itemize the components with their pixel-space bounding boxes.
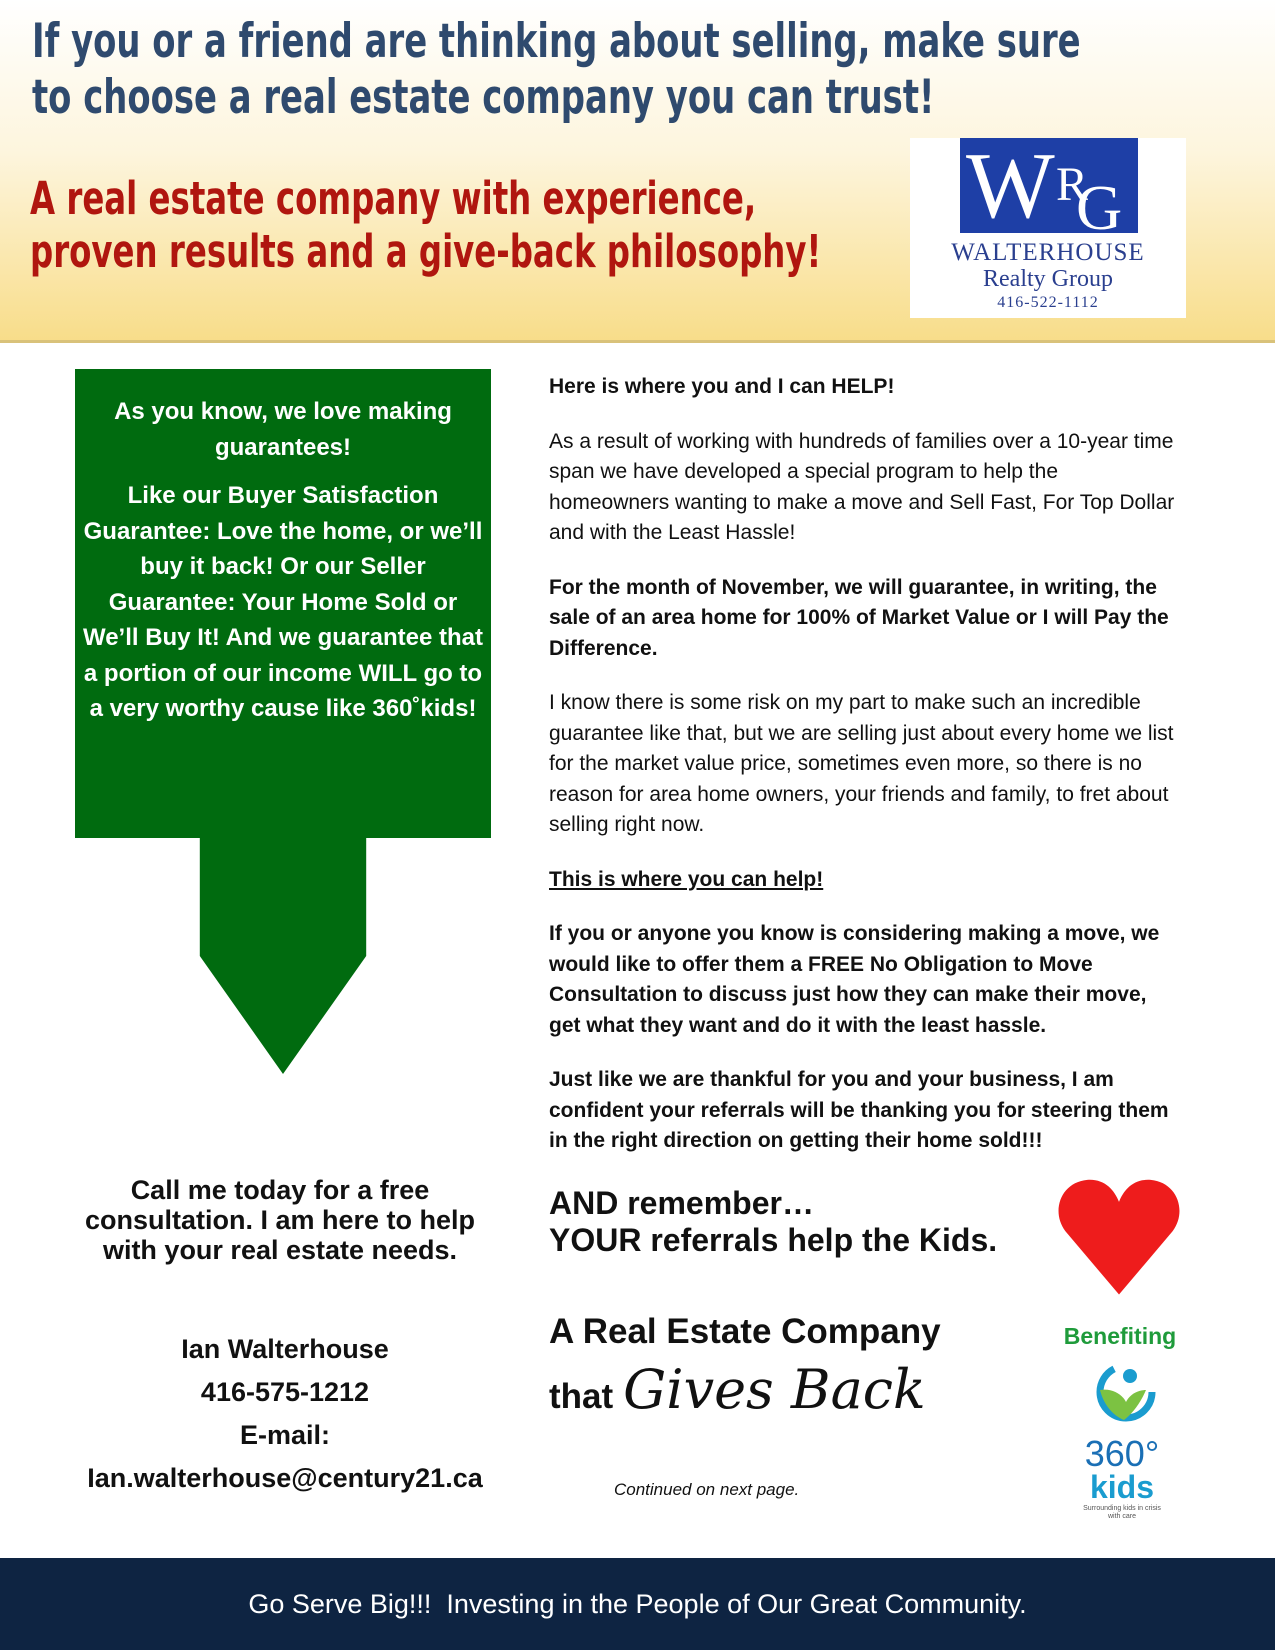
body-intro: Here is where you and I can HELP! <box>549 375 895 398</box>
logo-letter-g: G <box>1076 172 1123 243</box>
arrow-box-text <box>80 394 486 740</box>
logo-phone: 416-522-1112 <box>997 294 1099 311</box>
footer-text: Go Serve Big!!! Investing in the People of Our Great Community. <box>248 1589 1027 1619</box>
contact-email[interactable]: Ian.walterhouse@century21.ca <box>87 1463 483 1493</box>
body-paragraph-1: As a result of working with hundreds of families over a 10-year time span we have developed a special program to help the homeowners wanting to make a move and Sell Fast, For Top Dollar and with the Least Hassle! <box>549 429 1175 544</box>
gives-back-line-1: A Real Estate Company <box>549 1312 941 1351</box>
gives-back-line-2 <box>549 1360 926 1427</box>
header-banner <box>0 0 1275 343</box>
remember-line-1: AND remember… <box>549 1185 814 1221</box>
benefiting-label: Benefiting <box>1063 1323 1177 1349</box>
kids-logo-word: kids <box>1089 1469 1155 1505</box>
footer-bar <box>0 1558 1275 1650</box>
headline-line-1: If you or a friend are thinking about selling, make sure <box>32 14 1081 69</box>
kids-logo-tagline: Surrounding kids in crisis with care <box>1083 1505 1161 1520</box>
subheadline-line-2: proven results and a give-back philosophy! <box>30 225 822 278</box>
kids-logo-head <box>1123 1369 1137 1383</box>
remember-line-2: YOUR referrals help the Kids. <box>549 1222 998 1258</box>
body-help-heading: This is where you can help! <box>549 867 824 891</box>
body-text-column <box>549 372 1179 1181</box>
gives-back-script: Gives Back <box>623 1358 926 1421</box>
body-paragraph-3: I know there is some risk on my part to make such an incredible guarantee like that, but we are selling just about every home we list for the market value price, sometimes even more, so there is no reason for area home owners, your friends and family, to fret about selling right now. <box>549 691 1174 836</box>
continued-note: Continued on next page. <box>614 1480 800 1499</box>
logo-letter-r: R <box>1056 158 1089 211</box>
logo-company-name: WALTERHOUSE <box>951 239 1145 266</box>
wrg-logo-mark <box>960 134 1138 243</box>
contact-block <box>40 1328 530 1500</box>
heart-shape <box>1059 1180 1180 1295</box>
walterhouse-logo <box>910 134 1186 318</box>
kids-logo-number: 360° <box>1084 1433 1160 1474</box>
logo-letter-w: W <box>966 134 1055 238</box>
arrow-box-intro: As you know, we love making guarantees! <box>114 398 452 461</box>
gives-back-that: that <box>549 1377 614 1416</box>
subheadline-line-1: A real estate company with experience, <box>30 172 757 225</box>
360-kids-figure-icon <box>1082 1360 1162 1440</box>
heart-icon <box>1058 1174 1180 1298</box>
body-paragraph-guarantee: For the month of November, we will guarantee, in writing, the sale of an area home for 100% of Market Value or I will Pay the Difference. <box>549 575 1169 660</box>
arrow-box-guarantees: Like our Buyer Satisfaction Guarantee: Love the home, or we’ll buy it back! Or our Seller Guarantee: Your Home Sold or We’ll Buy It! And we guarantee that a portion of our income WILL go to a very worthy cause like 360˚kids! <box>82 482 484 722</box>
body-paragraph-thanks: Just like we are thankful for you and your business, I am confident your referrals will be thanking you for steering them in the right direction on getting their home sold!!! <box>549 1068 1169 1152</box>
headline <box>32 14 1081 126</box>
contact-name: Ian Walterhouse <box>181 1334 389 1364</box>
contact-email-label: E-mail: <box>239 1420 331 1450</box>
contact-phone: 416-575-1212 <box>200 1377 370 1407</box>
call-to-action: Call me today for a free consultation. I am here to help with your real estate needs. <box>84 1175 476 1265</box>
headline-line-2: to choose a real estate company you can trust! <box>32 70 935 125</box>
logo-company-sub: Realty Group <box>983 266 1113 292</box>
body-paragraph-consultation: If you or anyone you know is considering making a move, we would like to offer them a FREE No Obligation to Move Consultation to discuss just how they can make their move, get what they want and do it with the least hassle. <box>549 922 1160 1037</box>
subheadline <box>30 172 821 278</box>
remember-message <box>549 1185 1019 1259</box>
